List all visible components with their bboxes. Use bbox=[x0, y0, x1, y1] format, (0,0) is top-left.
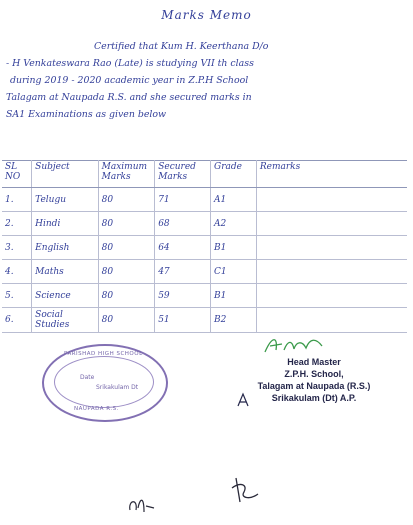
cell-remarks bbox=[256, 236, 407, 260]
header-sl-no: SL NO bbox=[2, 161, 32, 188]
seal-mark-icon bbox=[236, 392, 250, 408]
cell-no: 5. bbox=[2, 284, 32, 308]
cell-subject: Social Studies bbox=[32, 308, 98, 333]
paragraph-line: Talagam at Naupada R.S. and she secured marks in bbox=[6, 92, 252, 103]
paragraph-line: SA1 Examinations as given below bbox=[6, 109, 167, 120]
cell-grade: B1 bbox=[211, 236, 257, 260]
header-maximum-marks: Maximum Marks bbox=[98, 161, 155, 188]
cell-grade: B2 bbox=[211, 308, 257, 333]
cell-no: 2. bbox=[2, 212, 32, 236]
page-title: Marks Memo bbox=[161, 8, 252, 22]
cell-grade: B1 bbox=[211, 284, 257, 308]
cell-no: 6. bbox=[2, 308, 32, 333]
cell-max: 80 bbox=[98, 260, 155, 284]
cell-remarks bbox=[256, 188, 407, 212]
cell-secured: 51 bbox=[155, 308, 211, 333]
cell-max: 80 bbox=[98, 284, 155, 308]
table-header-row bbox=[2, 161, 407, 188]
cell-max: 80 bbox=[98, 308, 155, 333]
cell-remarks bbox=[256, 260, 407, 284]
cell-secured: 68 bbox=[155, 212, 211, 236]
cell-grade: C1 bbox=[211, 260, 257, 284]
certificate-paragraph bbox=[6, 38, 411, 123]
stamp-top-text: PARISHAD HIGH SCHOOL bbox=[64, 351, 143, 357]
paragraph-line: Certified that Kum H. Keerthana D/o bbox=[94, 41, 269, 52]
cell-secured: 47 bbox=[155, 260, 211, 284]
cell-max: 80 bbox=[98, 236, 155, 260]
seal-line-3: Talagam at Naupada (R.S.) bbox=[257, 381, 371, 391]
paragraph-line: - H Venkateswara Rao (Late) is studying VII th class bbox=[6, 58, 254, 69]
seal-line-1: Head Master bbox=[287, 357, 341, 367]
cell-no: 1. bbox=[2, 188, 32, 212]
marks-table bbox=[2, 160, 407, 333]
table-row bbox=[2, 284, 407, 308]
table-row bbox=[2, 260, 407, 284]
table-row bbox=[2, 236, 407, 260]
cell-subject: Hindi bbox=[32, 212, 98, 236]
cell-remarks bbox=[256, 284, 407, 308]
stamp-bottom-text: NAUPADA R.S. bbox=[74, 406, 119, 412]
cell-remarks bbox=[256, 308, 407, 333]
cell-subject: Science bbox=[32, 284, 98, 308]
cell-grade: A2 bbox=[211, 212, 257, 236]
cell-remarks bbox=[256, 212, 407, 236]
header-remarks: Remarks bbox=[256, 161, 407, 188]
header-secured-marks: Secured Marks bbox=[155, 161, 211, 188]
stamp-date-label: Date bbox=[80, 374, 95, 381]
cell-no: 4. bbox=[2, 260, 32, 284]
cell-secured: 71 bbox=[155, 188, 211, 212]
cell-max: 80 bbox=[98, 212, 155, 236]
school-stamp bbox=[42, 344, 168, 422]
stamp-district: Srikakulam Dt bbox=[96, 384, 139, 391]
headmaster-seal bbox=[228, 356, 400, 404]
cell-no: 3. bbox=[2, 236, 32, 260]
stamp-inner-ring bbox=[54, 356, 154, 408]
cell-subject: Maths bbox=[32, 260, 98, 284]
cell-grade: A1 bbox=[211, 188, 257, 212]
table-row bbox=[2, 188, 407, 212]
headmaster-signature bbox=[262, 334, 326, 356]
seal-line-4: Srikakulam (Dt) A.P. bbox=[271, 393, 357, 403]
cell-secured: 59 bbox=[155, 284, 211, 308]
header-subject: Subject bbox=[32, 161, 98, 188]
paragraph-line: during 2019 - 2020 academic year in Z.P.H School bbox=[10, 75, 249, 86]
table-row bbox=[2, 212, 407, 236]
header-grade: Grade bbox=[211, 161, 257, 188]
cell-subject: English bbox=[32, 236, 98, 260]
table-row bbox=[2, 308, 407, 333]
seal-line-2: Z.P.H. School, bbox=[284, 369, 344, 379]
cell-subject: Telugu bbox=[32, 188, 98, 212]
bottom-left-signature bbox=[126, 492, 158, 516]
bottom-right-signature bbox=[226, 474, 266, 508]
cell-max: 80 bbox=[98, 188, 155, 212]
cell-secured: 64 bbox=[155, 236, 211, 260]
